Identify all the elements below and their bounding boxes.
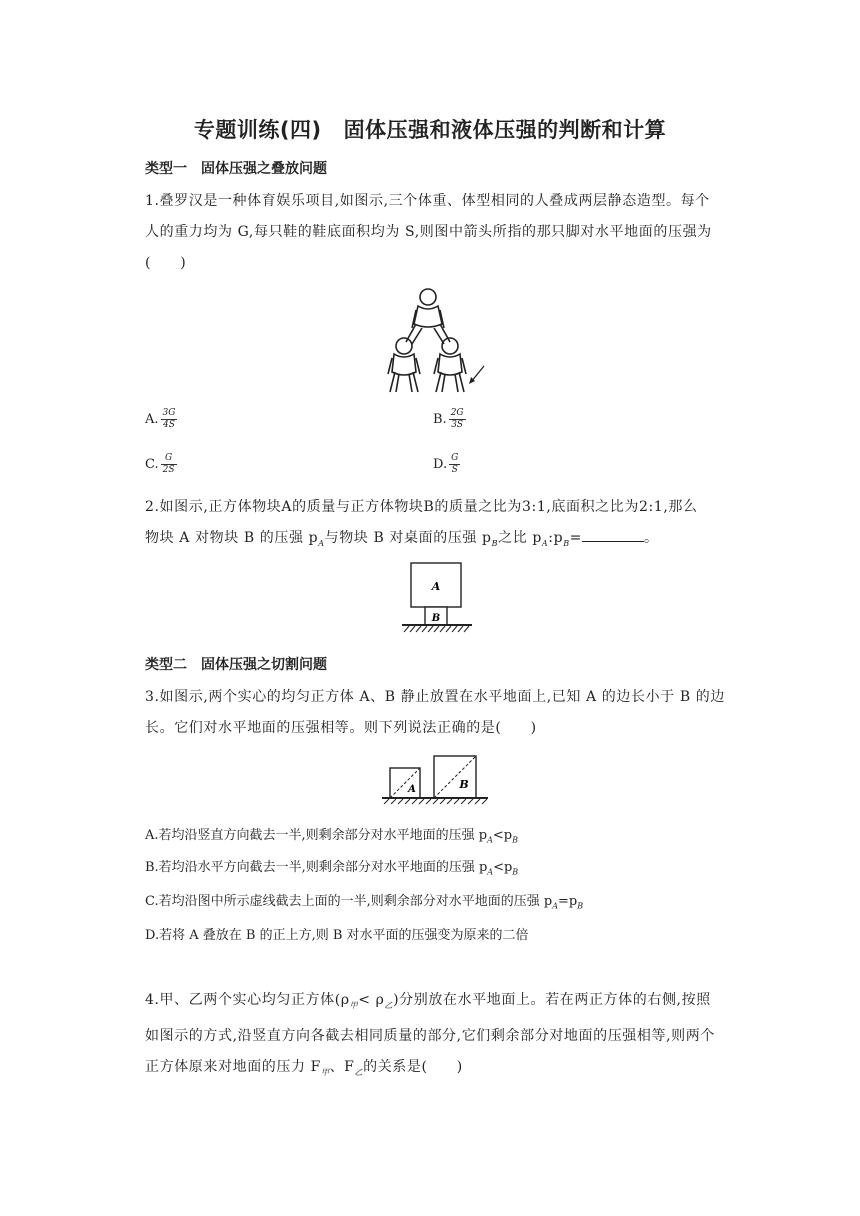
denominator: 2S xyxy=(162,465,175,475)
section-name: 固体压强之切割问题 xyxy=(201,657,327,673)
section-heading-1 xyxy=(145,158,327,178)
q3-line2: 长。它们对水平地面的压强相等。则下列说法正确的是( ) xyxy=(145,720,537,736)
q1-option-a[interactable] xyxy=(145,408,177,431)
denominator: 3S xyxy=(451,420,464,430)
option-letter: A. xyxy=(145,412,159,427)
option-text: A.若均沿竖直方向截去一半,则剩余部分对水平地面的压强 p xyxy=(145,828,488,843)
q3-option-a[interactable] xyxy=(145,824,518,845)
subscript: B xyxy=(512,835,518,845)
numerator: G xyxy=(451,453,459,463)
option-text: D.若将 A 叠放在 B 的正上方,则 B 对水平面的压强变为原来的二倍 xyxy=(145,928,529,943)
q2-text: 物块 A 对物块 B 的压强 p xyxy=(145,530,319,546)
question-2 xyxy=(145,492,745,559)
subscript: A xyxy=(541,538,549,548)
human-pyramid-figure xyxy=(378,284,488,396)
block-a-label: A xyxy=(431,580,441,593)
subscript: A xyxy=(487,867,494,877)
q4-text: 的关系是( ) xyxy=(363,1058,463,1075)
option-text: C.若均沿图中所示虚线截去上面的一半,则剩余部分对水平地面的压强 p xyxy=(145,894,553,909)
option-text: <p xyxy=(493,860,513,875)
subscript: A xyxy=(487,835,493,845)
subscript: A xyxy=(318,538,325,548)
subscript: 乙 xyxy=(354,1067,364,1077)
subscript: B xyxy=(491,538,499,548)
option-letter: D. xyxy=(433,457,448,472)
option-letter: B. xyxy=(433,412,447,427)
title-series: 专题训练(四) xyxy=(193,118,322,142)
subscript: B xyxy=(512,867,519,877)
section-heading-2 xyxy=(145,654,327,674)
fraction xyxy=(449,408,466,431)
section-name: 固体压强之叠放问题 xyxy=(201,161,327,177)
two-cubes-figure xyxy=(380,754,492,806)
q1-option-c[interactable] xyxy=(145,453,177,476)
q3-option-b[interactable] xyxy=(145,856,518,877)
q4-text: )分别放在水平地面上。若在两正方体的右侧,按照 xyxy=(393,992,711,1008)
section-label: 类型一 xyxy=(145,161,187,177)
page-title xyxy=(0,114,860,144)
subscript: 甲 xyxy=(320,1067,330,1077)
q4-text: 4.甲、乙两个实心均匀正方体(ρ xyxy=(145,992,350,1008)
q2-line1: 2.如图示,正方体物块A的质量与正方体物块B的质量之比为3:1,底面积之比为2:1,那么 xyxy=(145,499,698,515)
numerator: 3G xyxy=(162,408,176,418)
q1-option-d[interactable] xyxy=(433,453,460,476)
numerator: G xyxy=(161,453,177,465)
fraction xyxy=(449,453,460,476)
question-1 xyxy=(145,186,745,279)
answer-blank[interactable] xyxy=(582,527,644,542)
q4-text: 正方体原来对地面的压力 F xyxy=(145,1058,321,1075)
q2-text: :p xyxy=(548,530,564,546)
cube-b-label: B xyxy=(459,778,469,791)
q2-text: 之比 p xyxy=(498,530,542,546)
subscript: 乙 xyxy=(384,1000,394,1010)
option-text: B.若均沿水平方向截去一半,则剩余部分对水平地面的压强 p xyxy=(145,860,488,875)
option-text: =p xyxy=(557,894,578,909)
q4-text: 、F xyxy=(329,1058,355,1075)
q4-text: < ρ xyxy=(358,992,385,1008)
q3-option-c[interactable] xyxy=(145,890,583,911)
subscript: A xyxy=(552,901,558,911)
q3-line1: 3.如图示,两个实心的均匀正方体 A、B 静止放置在水平地面上,已知 A 的边长小于 B 的边 xyxy=(145,689,725,705)
q3-option-d[interactable] xyxy=(145,924,529,943)
subscript: B xyxy=(577,901,584,911)
denominator: 4S xyxy=(163,420,175,430)
fraction xyxy=(161,453,177,476)
option-text: <p xyxy=(492,828,513,843)
q1-line1: 1.叠罗汉是一种体育娱乐项目,如图示,三个体重、体型相同的人叠成两层静态造型。每个 xyxy=(145,193,710,209)
title-topic: 固体压强和液体压强的判断和计算 xyxy=(343,118,667,142)
denominator: S xyxy=(451,465,458,475)
stacked-blocks-figure xyxy=(398,561,476,637)
question-3 xyxy=(145,682,745,744)
q4-line1 xyxy=(145,985,745,1021)
q2-text: 。 xyxy=(644,530,659,546)
subscript: 甲 xyxy=(349,1000,359,1010)
section-label: 类型二 xyxy=(145,657,187,673)
fraction xyxy=(161,408,178,431)
q2-text: 与物块 B 对桌面的压强 p xyxy=(324,530,492,546)
block-b-label: B xyxy=(431,613,441,624)
cube-a-label: A xyxy=(408,784,416,795)
q2-text: = xyxy=(569,530,583,546)
q1-option-b[interactable] xyxy=(433,408,466,431)
question-4 xyxy=(145,985,745,1088)
option-letter: C. xyxy=(145,457,159,472)
q4-line3 xyxy=(145,1052,745,1088)
numerator: 2G xyxy=(450,408,464,418)
subscript: B xyxy=(563,538,570,548)
q1-line2: 人的重力均为 G,每只鞋的鞋底面积均为 S,则图中箭头所指的那只脚对水平地面的压强为 xyxy=(145,224,712,240)
q4-line2: 如图示的方式,沿竖直方向各截去相同质量的部分,它们剩余部分对地面的压强相等,则两个 xyxy=(145,1027,715,1044)
q2-line2 xyxy=(145,523,745,559)
q1-answer-paren: ( ) xyxy=(145,255,187,271)
